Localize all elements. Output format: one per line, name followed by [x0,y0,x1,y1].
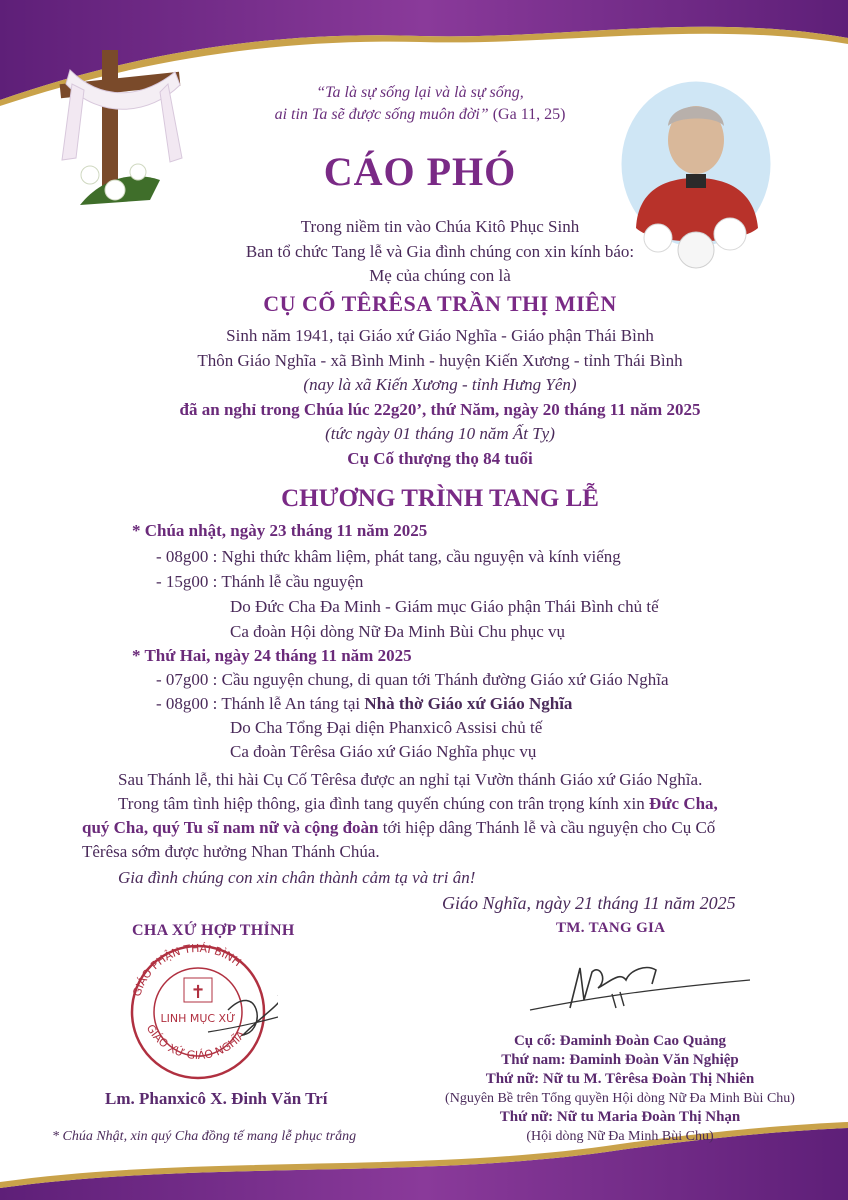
birth-line: Sinh năm 1941, tại Giáo xứ Giáo Nghĩa - Giáo phận Thái Bình [226,326,654,345]
lunar-date-line: (tức ngày 01 tháng 10 năm Ất Tỵ) [325,424,555,443]
cross-lily-icon [40,40,200,210]
quote-line-1: “Ta là sự sống lại và là sự sống, [316,84,524,101]
invite-text-c: quý Cha, quý Tu sĩ nam nữ và cộng đoàn [82,818,379,837]
invite-text-a: Trong tâm tình hiệp thông, gia đình tang quyến chúng con trân trọng kính xin [118,794,650,813]
quote-line-2: ai tin Ta sẽ được sống muôn đời” [274,106,489,123]
page-title: CÁO PHÓ [323,149,517,194]
family-signature [520,950,760,1020]
day1-item-2-choir: Ca đoàn Hội dòng Nữ Đa Minh Bùi Chu phục vụ [230,622,566,641]
burial-paragraph: Sau Thánh lễ, thi hài Cụ Cố Têrêsa được an nghỉ tại Vườn thánh Giáo xứ Giáo Nghĩa. [118,770,703,789]
parish-priest-heading: CHA XỨ HỢP THỈNH [132,922,295,939]
invitation-paragraph [82,792,772,864]
age-line: Cụ Cố thượng thọ 84 tuổi [347,448,533,468]
svg-text:GIÁO XỨ GIÁO NGHĨA: GIÁO XỨ GIÁO NGHĨA [143,1022,248,1063]
program-day-2: * Thứ Hai, ngày 24 tháng 11 năm 2025 [132,646,412,665]
program-day-1: * Chúa nhật, ngày 23 tháng 11 năm 2025 [132,521,428,540]
deceased-name: CỤ CỐ TÊRÊSA TRẦN THỊ MIÊN [263,291,617,316]
family-member-3: Thứ nữ: Nữ tu M. Têrêsa Đoàn Thị Nhiên [485,1071,755,1087]
intro-line-1: Trong niềm tin vào Chúa Kitô Phục Sinh [300,217,580,236]
parish-stamp-seal [118,940,278,1080]
family-member-3-note: (Nguyên Bề trên Tổng quyền Hội dòng Nữ Đa Minh Bùi Chu) [445,1091,795,1106]
day1-item-1: - 08g00 : Nghi thức khâm liệm, phát tang, cầu nguyện và kính viếng [156,547,621,566]
deceased-details [140,324,740,471]
quote-reference: (Ga 11, 25) [492,106,566,123]
day1-item-2: - 15g00 : Thánh lễ cầu nguyện [156,572,364,591]
family-member-1: Cụ cố: Đaminh Đoàn Cao Quảng [513,1033,727,1049]
address-now-line: (nay là xã Kiến Xương - tỉnh Hưng Yên) [303,375,577,394]
family-heading: TM. TANG GIA [556,920,666,936]
program-title: CHƯƠNG TRÌNH TANG LỄ [281,485,599,512]
family-member-4-note: (Hội dòng Nữ Đa Minh Bùi Chu) [526,1129,714,1144]
day2-item-2-prefix: - 08g00 : Thánh lễ An táng tại [156,694,365,713]
invite-text-e: Têrêsa sớm được hưởng Nhan Thánh Chúa. [82,842,380,861]
place-date: Giáo Nghĩa, ngày 21 tháng 11 năm 2025 [442,893,736,913]
day2-item-2-place: Nhà thờ Giáo xứ Giáo Nghĩa [364,694,573,713]
intro-line-3: Mẹ của chúng con là [369,266,511,285]
family-members [410,1032,830,1146]
svg-text:✝: ✝ [190,982,206,1003]
day2-item-1: - 07g00 : Cầu nguyện chung, di quan tới Thánh đường Giáo xứ Giáo Nghĩa [156,670,669,689]
priest-name: Lm. Phanxicô X. Đinh Văn Trí [105,1089,328,1108]
death-line: đã an nghỉ trong Chúa lúc 22g20’, thứ Năm, ngày 20 tháng 11 năm 2025 [179,399,701,419]
day2-item-2-choir: Ca đoàn Têrêsa Giáo xứ Giáo Nghĩa phục vụ [230,742,537,761]
day2-item-2 [156,693,572,715]
family-member-4: Thứ nữ: Nữ tu Maria Đoàn Thị Nhạn [499,1109,741,1125]
intro-block [180,215,700,289]
footnote: * Chúa Nhật, xin quý Cha đồng tế mang lễ phục trắng [52,1129,357,1144]
scripture-quote [230,82,610,126]
invite-text-d: tới hiệp dâng Thánh lễ và cầu nguyện cho Cụ Cố [378,818,716,837]
svg-text:GIÁO PHẬN THÁI BÌNH: GIÁO PHẬN THÁI BÌNH [130,941,244,999]
day2-item-2-celebrant: Do Cha Tổng Đại diện Phanxicô Assisi chủ tế [230,718,543,737]
day1-item-2-celebrant: Do Đức Cha Đa Minh - Giám mục Giáo phận Thái Bình chủ tế [230,597,659,616]
address-line: Thôn Giáo Nghĩa - xã Bình Minh - huyện Kiến Xương - tỉnh Thái Bình [197,350,683,370]
intro-line-2: Ban tổ chức Tang lễ và Gia đình chúng con xin kính báo: [245,241,635,261]
thanks-line: Gia đình chúng con xin chân thành cảm tạ và tri ân! [118,868,476,887]
invite-text-b: Đức Cha, [649,794,718,813]
family-member-2: Thứ nam: Đaminh Đoàn Văn Nghiệp [501,1052,739,1068]
svg-text:LINH MỤC XỨ: LINH MỤC XỨ [160,1012,236,1025]
